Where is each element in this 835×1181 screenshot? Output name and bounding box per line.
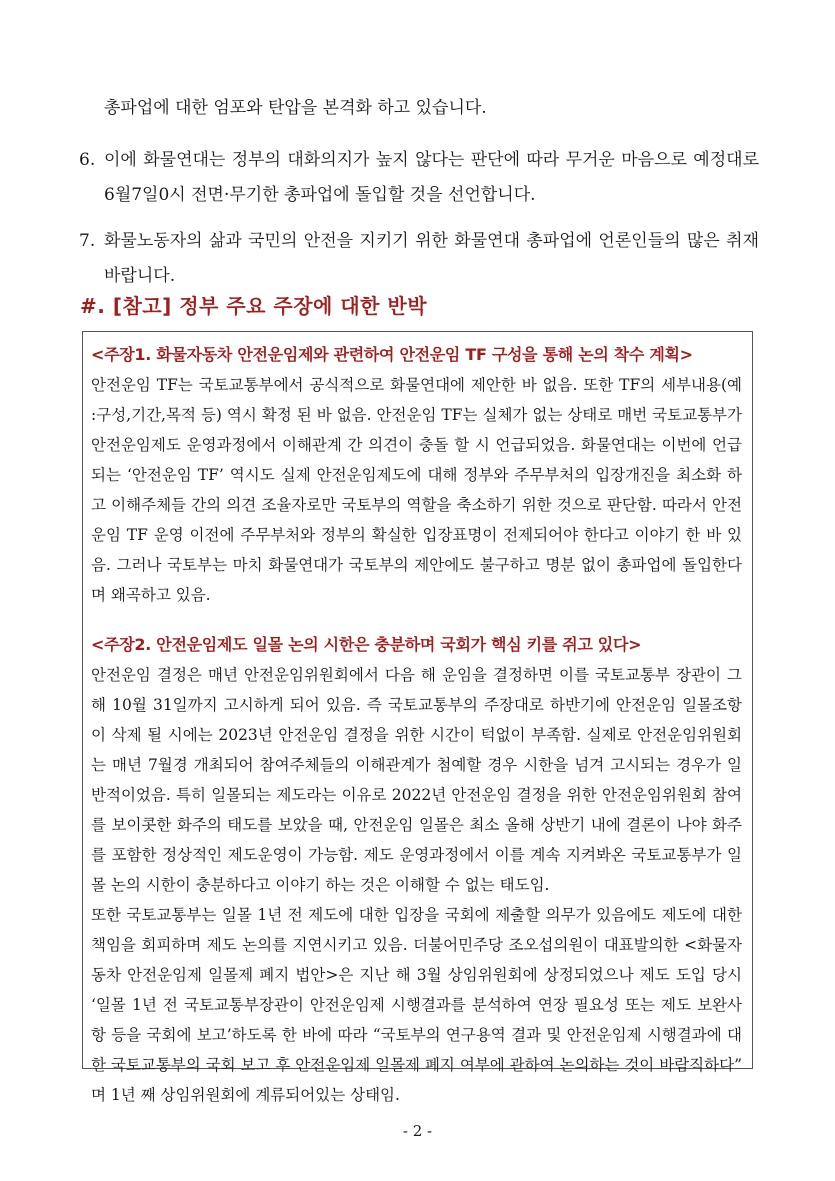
- item-number: 6.: [79, 150, 96, 170]
- item-text: 화물노동자의 삶과 국민의 안전을 지키기 위한 화물연대 총파업에 언론인들의 많은 취재 바랍니다.: [104, 231, 759, 286]
- claim-2-paragraph-1: 안전운임 결정은 매년 안전운임위원회에서 다음 해 운임을 결정하면 이를 국토교통부 장관이 그 해 10월 31일까지 고시하게 되어 있음. 즉 국토교통부의 주장대로 하반기에 안전운임 일몰조항이 삭제 될 시에는 2023년 안전운임 결정을 위한 시간이 턱없이 부족함. 실제로 안전운임위원회는 매년 7월경 개최되어 참여주체들의 이해관계가 첨예할 경우 시한을 넘겨 고시되는 경우가 일반적이었음. 특히 일몰되는 제도라는 이유로 2022년 안전운임 결정을 위한 안전운임위원회 참여를 보이콧한 화주의 태도를 보았을 때, 안전운임 일몰은 최소 올해 상반기 내에 결론이 나야 화주를 포함한 정상적인 제도운영이 가능함. 제도 운영과정에서 이를 계속 지켜봐온 국토교통부가 일몰 논의 시한이 충분하다고 이야기 하는 것은 이해할 수 없는 태도임.: [91, 666, 742, 894]
- claim-1-paragraph: 안전운임 TF는 국토교통부에서 공식적으로 화물연대에 제안한 바 없음. 또한 TF의 세부내용(예 :구성,기간,목적 등) 역시 확정 된 바 없음. 안전운임 TF는 실체가 없는 상태로 매번 국토교통부가 안전운임제도 운영과정에서 이해관계 간 의견이 충돌 할 시 언급되었음. 화물연대는 이번에 언급되는 ‘안전운임 TF’ 역시도 실제 안전운임제도에 대해 정부와 주무부처의 입장개진을 최소화 하고 이해주체들 간의 의견 조율자로만 국토부의 역할을 축소하기 위한 것으로 판단함. 따라서 안전운임 TF 운영 이전에 주무부처와 정부의 확실한 입장표명이 전제되어야 한다고 이야기 한 바 있음. 그러나 국토부는 마치 화물연대가 국토부의 제안에도 불구하고 명분 없이 총파업에 돌입한다며 왜곡하고 있음.: [91, 376, 742, 604]
- numbered-item-7: [79, 224, 759, 294]
- rebuttal-box: [82, 331, 753, 1104]
- item-text: 이에 화물연대는 정부의 대화의지가 높지 않다는 판단에 따라 무거운 마음으로 예정대로 6월7일0시 전면·무기한 총파업에 돌입할 것을 선언합니다.: [104, 150, 759, 205]
- claim-2-paragraph-2: 또한 국토교통부는 일몰 1년 전 제도에 대한 입장을 국회에 제출할 의무가 있음에도 제도에 대한 책임을 회피하며 제도 논의를 지연시키고 있음. 더불어민주당 조오섭의원이 대표발의한 <화물자동차 안전운임제 일몰제 폐지 법안>은 지난 해 3월 상임위원회에 상정되었으나 제도 도입 당시 ‘일몰 1년 전 국토교통부장관이 안전운임제 시행결과를 분석하여 연장 필요성 또는 제도 보완사항 등을 국회에 보고’하도록 한 바에 따라 “국토부의 연구용역 결과 및 안전운임제 시행결과에 대한 국토교통부의 국회 보고 후 안전운임제 일몰제 폐지 여부에 관하여 논의하는 것이 바람직하다” 며 1년 째 상임위원회에 계류되어있는 상태임.: [91, 906, 742, 1104]
- intro-line: 총파업에 대한 엄포와 탄압을 본격화 하고 있습니다.: [104, 98, 487, 118]
- item-number: 7.: [79, 231, 96, 251]
- claim-2-title: <주장2. 안전운임제도 일몰 논의 시한은 충분하며 국회가 핵심 키를 쥐고 있다>: [91, 635, 642, 654]
- reference-section-title: #. [참고] 정부 주요 주장에 대한 반박: [80, 294, 428, 318]
- page-number: - 2 -: [402, 1122, 433, 1140]
- numbered-item-6: [79, 143, 759, 213]
- claim-1-title: <주장1. 화물자동차 안전운임제와 관련하여 안전운임 TF 구성을 통해 논의 착수 계획>: [91, 345, 693, 364]
